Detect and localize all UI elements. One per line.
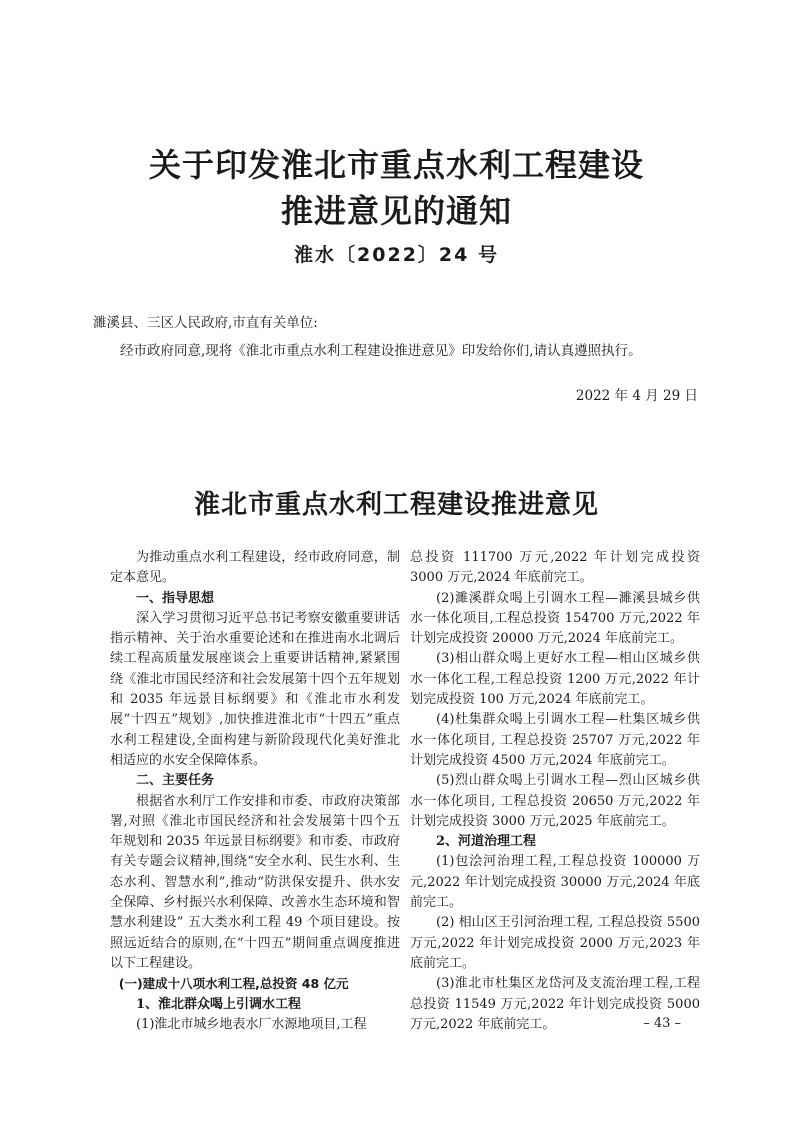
left-column: [110, 548, 400, 1035]
document-number: 淮水〔2022〕24 号: [294, 244, 499, 266]
issue-date: 2022 年 4 月 29 日: [575, 388, 698, 404]
paragraph: (1)包浍河治理工程,工程总投资 100000 万元,2022 年计划完成投资 30000 万元,2024 年底前完工。: [410, 854, 700, 911]
page-number: – 43 –: [643, 1016, 681, 1031]
paragraph: 根据省水利厅工作安排和市委、市政府决策部署,对照《淮北市国民经济和社会发展第十四个五年规划和 2035 年远景目标纲要》和市委、市政府有关专题会议精神,围绕“安全水利、民生水利、生态水利、智慧水利”,推动“防洪保安提升、供水安全保障、乡村振兴水利保障、改善水生态环境和智慧水利建设” 五大类水利工程 49 个项目建设。按照远近结合的原则,在“十四五”期间重点调度推进以下工程建设。: [110, 793, 400, 971]
opinion-title: 淮北市重点水利工程建设推进意见: [193, 489, 599, 520]
paragraph: 深入学习贯彻习近平总书记考察安徽重要讲话指示精神、关于治水重要论述和在推进南水北调后续工程高质量发展座谈会上重要讲话精神,紧紧围绕《淮北市国民经济和社会发展第十四个五年规划和 2035 年远景目标纲要》和《淮北市水利发展“十四五”规划》,加快推进淮北市“十四五”重点水利工程建设,全面构建与新阶段现代化美好淮北相适应的水安全保障体系。: [110, 610, 400, 768]
paragraph: 2、河道治理工程: [436, 834, 537, 850]
right-column: [410, 548, 700, 1035]
paragraph: (3)相山群众喝上更好水工程—相山区城乡供水一体化工程,工程总投资 1200 万元,2022 年计划完成投资 100 万元,2024 年底前完工。: [410, 651, 700, 708]
paragraph: 1、淮北群众喝上引调水工程: [136, 996, 302, 1012]
paragraph: 为推动重点水利工程建设，经市政府同意，制定本意见。: [110, 550, 400, 586]
paragraph: 总投资 111700 万元,2022 年计划完成投资 3000 万元,2024 年底前完工。: [410, 550, 700, 586]
paragraph: (3)淮北市杜集区龙岱河及支流治理工程,工程总投资 11549 万元,2022 年计划完成投资 5000 万元,2022 年底前完工。: [410, 976, 700, 1032]
paragraph: (2)濉溪群众喝上引调水工程—濉溪县城乡供水一体化项目,工程总投资 154700 万元,2022 年计划完成投资 20000 万元,2024 年底前完工。: [410, 590, 700, 647]
paragraph: (5)烈山群众喝上引调水工程—烈山区城乡供水一体化项目, 工程总投资 20650 万元,2022 年计划完成投资 3000 万元,2025 年底前完工。: [410, 773, 700, 829]
paragraph: (1)淮北市城乡地表水厂水源地项目,工程: [136, 1016, 367, 1032]
paragraph: (2) 相山区王引河治理工程, 工程总投资 5500 万元,2022 年计划完成投资 2000 万元,2023 年底前完工。: [410, 915, 700, 971]
notice-title-line-1: 关于印发淮北市重点水利工程建设: [148, 146, 644, 184]
paragraph: 一、指导思想: [136, 590, 215, 606]
paragraph: 二、主要任务: [136, 773, 215, 789]
notice-body: 经市政府同意,现将《淮北市重点水利工程建设推进意见》印发给你们,请认真遵照执行。: [120, 343, 642, 359]
paragraph: (4)杜集群众喝上引调水工程—杜集区城乡供水一体化项目, 工程总投资 25707 万元,2022 年计划完成投资 4500 万元,2024 年底前完工。: [410, 712, 700, 768]
paragraph: (一)建成十八项水利工程,总投资 48 亿元: [118, 976, 349, 992]
notice-title-line-2: 推进意见的通知: [280, 192, 512, 230]
addressee: 濉溪县、三区人民政府,市直有关单位:: [93, 315, 318, 331]
